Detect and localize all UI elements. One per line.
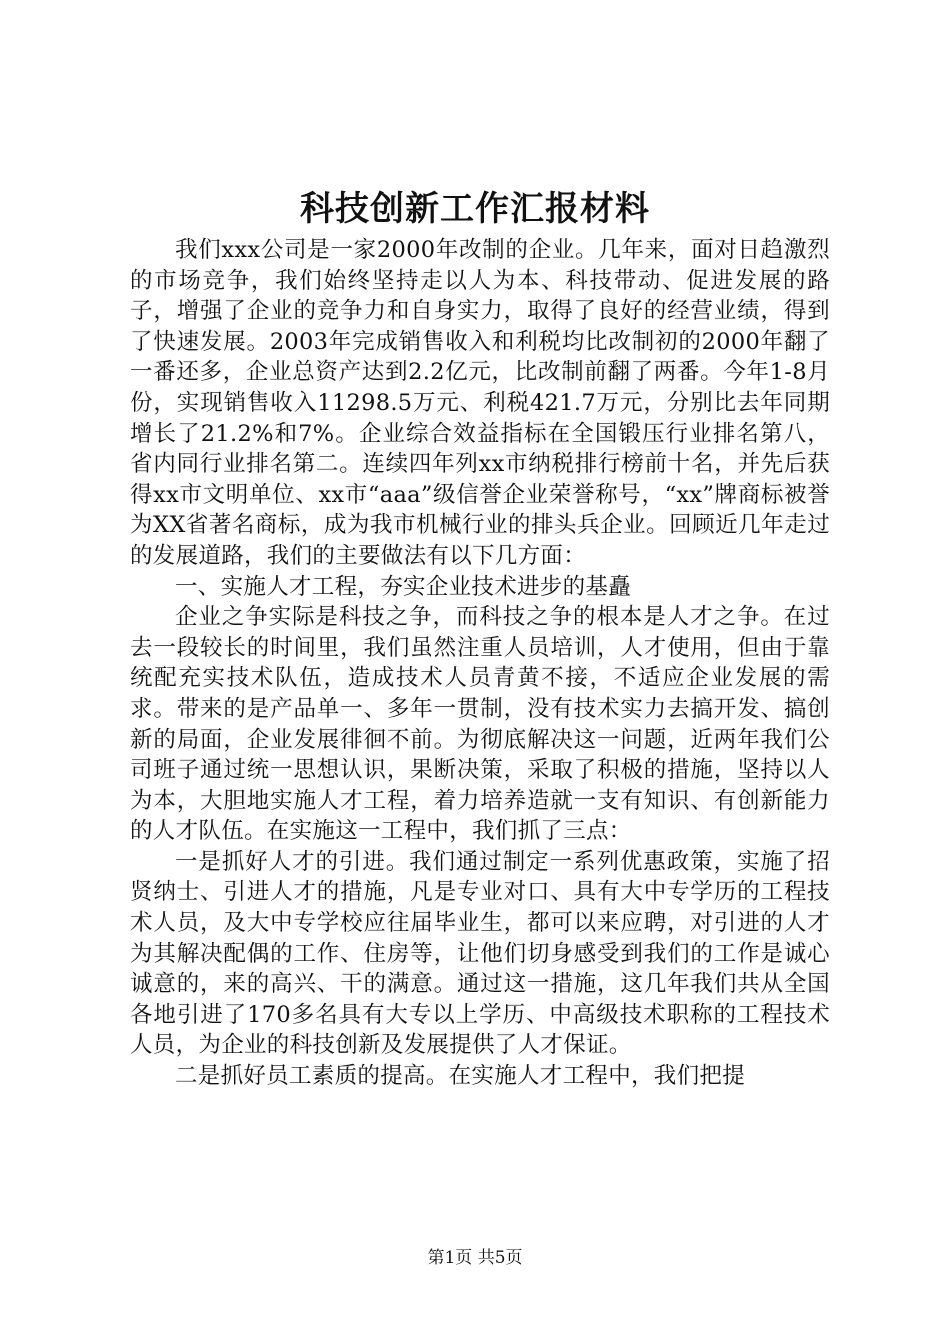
paragraph-talent: 企业之争实际是科技之争，而科技之争的根本是人才之争。在过去一段较长的时间里，我们虽然注重人员培训，人才使用，但由于靠统配充实技术队伍，造成技术人员青黄不接，不适应企业发展的需求。带来的是产品单一、多年一贯制，没有技术实力去搞开发、搞创新的局面，企业发展徘徊不前。为彻底解决这一问题，近两年我们公司班子通过统一思想认识，果断决策，采取了积极的措施，坚持以人为本，大胆地实施人才工程，着力培养造就一支有知识、有创新能力的人才队伍。在实施这一工程中，我们抓了三点：	[130, 604, 830, 845]
paragraph-quality: 二是抓好员工素质的提高。在实施人才工程中，我们把提	[175, 1063, 746, 1090]
paragraph-intro: 我们xxx公司是一家2000年改制的企业。几年来，面对日趋激烈的市场竞争，我们始终坚持走以人为本、科技带动、促进发展的路子，增强了企业的竞争力和自身实力，取得了良好的经营业绩，得到了快速发展。2003年完成销售收入和利税均比改制初的2000年翻了一番还多，企业总资产达到2.2亿元，比改制前翻了两番。今年1-8月份，实现销售收入11298.5万元、利税421.7万元，分别比去年同期增长了21.2%和7%。企业综合效益指标在全国锻压行业排名第八，省内同行业排名第二。连续四年列xx市纳税排行榜前十名，并先后获得xx市文明单位、xx市“aaa”级信誉企业荣誉称号，“xx”牌商标被誉为XX省著名商标，成为我市机械行业的排头兵企业。回顾近几年走过的发展道路，我们的主要做法有以下几方面：	[130, 237, 830, 569]
section-heading-1: 一、实施人才工程，夯实企业技术进步的基矗	[175, 573, 632, 600]
page-footer: 第1页 共5页	[427, 1248, 523, 1268]
document-body	[130, 235, 830, 1092]
document-title: 科技创新工作汇报材料	[300, 189, 650, 229]
paragraph-recruitment: 一是抓好人才的引进。我们通过制定一系列优惠政策，实施了招贤纳士、引进人才的措施，凡是专业对口、具有大中专学历的工程技术人员，及大中专学校应往届毕业生，都可以来应聘，对引进的人才为其解决配偶的工作、住房等，让他们切身感受到我们的工作是诚心诚意的，来的高兴、干的满意。通过这一措施，这几年我们共从全国各地引进了170多名具有大专以上学历、中高级技术职称的工程技术人员，为企业的科技创新及发展提供了人才保证。	[130, 848, 830, 1059]
